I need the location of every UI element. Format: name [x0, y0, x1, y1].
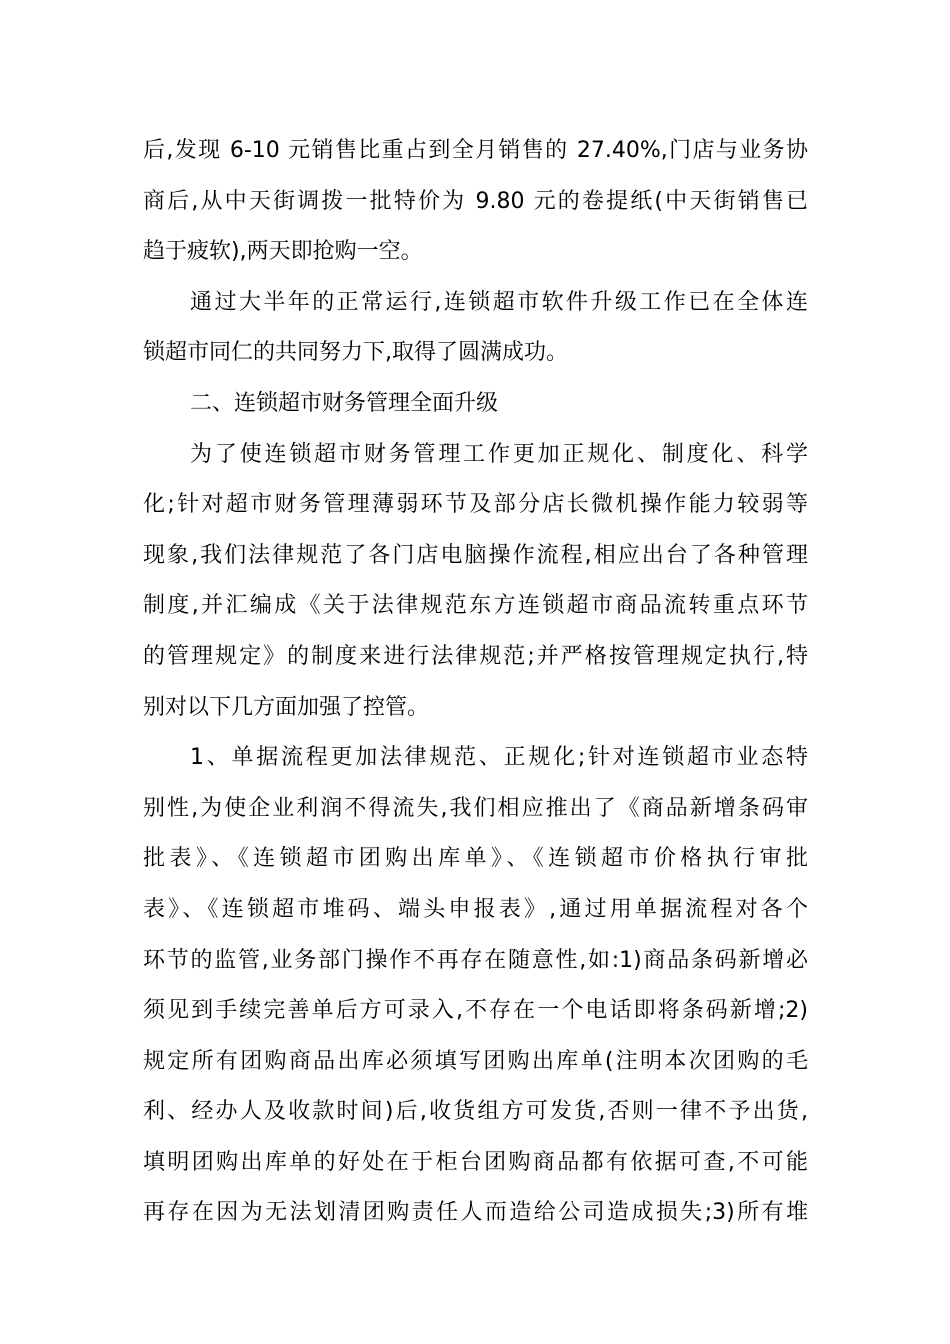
text-line: 规定所有团购商品出库必须填写团购出库单(注明本次团购的毛 — [143, 1048, 808, 1074]
text-line: 须见到手续完善单后方可录入,不存在一个电话即将条码新增;2) — [143, 998, 808, 1024]
text-line: 现象,我们法律规范了各门店电脑操作流程,相应出台了各种管理 — [143, 542, 808, 568]
text-line: 制度,并汇编成《关于法律规范东方连锁超市商品流转重点环节 — [143, 593, 808, 619]
paragraph — [143, 278, 808, 379]
text-line: 别性,为使企业利润不得流失,我们相应推出了《商品新增条码审 — [143, 795, 808, 821]
paragraph — [143, 379, 808, 430]
paragraph — [143, 733, 808, 1239]
text-line: 二、连锁超市财务管理全面升级 — [190, 390, 499, 416]
text-line: 利、经办人及收款时间)后,收货组方可发货,否则一律不予出货, — [143, 1099, 808, 1125]
text-line: 别对以下几方面加强了控管。 — [143, 694, 430, 720]
text-line: 环节的监管,业务部门操作不再存在随意性,如:1)商品条码新增必 — [143, 947, 808, 973]
text-line: 为了使连锁超市财务管理工作更加正规化、制度化、科学 — [190, 441, 808, 467]
text-line: 锁超市同仁的共同努力下,取得了圆满成功。 — [143, 340, 568, 366]
document-body — [143, 126, 808, 1239]
text-line: 化;针对超市财务管理薄弱环节及部分店长微机操作能力较弱等 — [143, 492, 808, 518]
text-line: 再存在因为无法划清团购责任人而造给公司造成损失;3)所有堆 — [143, 1200, 808, 1226]
text-line: 填明团购出库单的好处在于柜台团购商品都有依据可查,不可能 — [143, 1149, 808, 1175]
text-line: 商后,从中天街调拨一批特价为 9.80 元的卷提纸(中天街销售已 — [143, 188, 808, 214]
text-line: 后,发现 6-10 元销售比重占到全月销售的 27.40%,门店与业务协 — [143, 138, 808, 163]
paragraph — [143, 430, 808, 734]
text-line: 表》、《连锁超市堆码、端头申报表》,通过用单据流程对各个 — [143, 896, 808, 922]
text-line: 趋于疲软),两天即抢购一空。 — [143, 239, 423, 265]
text-line: 通过大半年的正常运行,连锁超市软件升级工作已在全体连 — [190, 289, 808, 315]
text-line: 批表》、《连锁超市团购出库单》、《连锁超市价格执行审批 — [143, 846, 808, 872]
text-line: 的管理规定》的制度来进行法律规范;并严格按管理规定执行,特 — [143, 643, 808, 669]
paragraph — [143, 126, 808, 278]
text-line: 1、单据流程更加法律规范、正规化;针对连锁超市业态特 — [190, 745, 808, 771]
